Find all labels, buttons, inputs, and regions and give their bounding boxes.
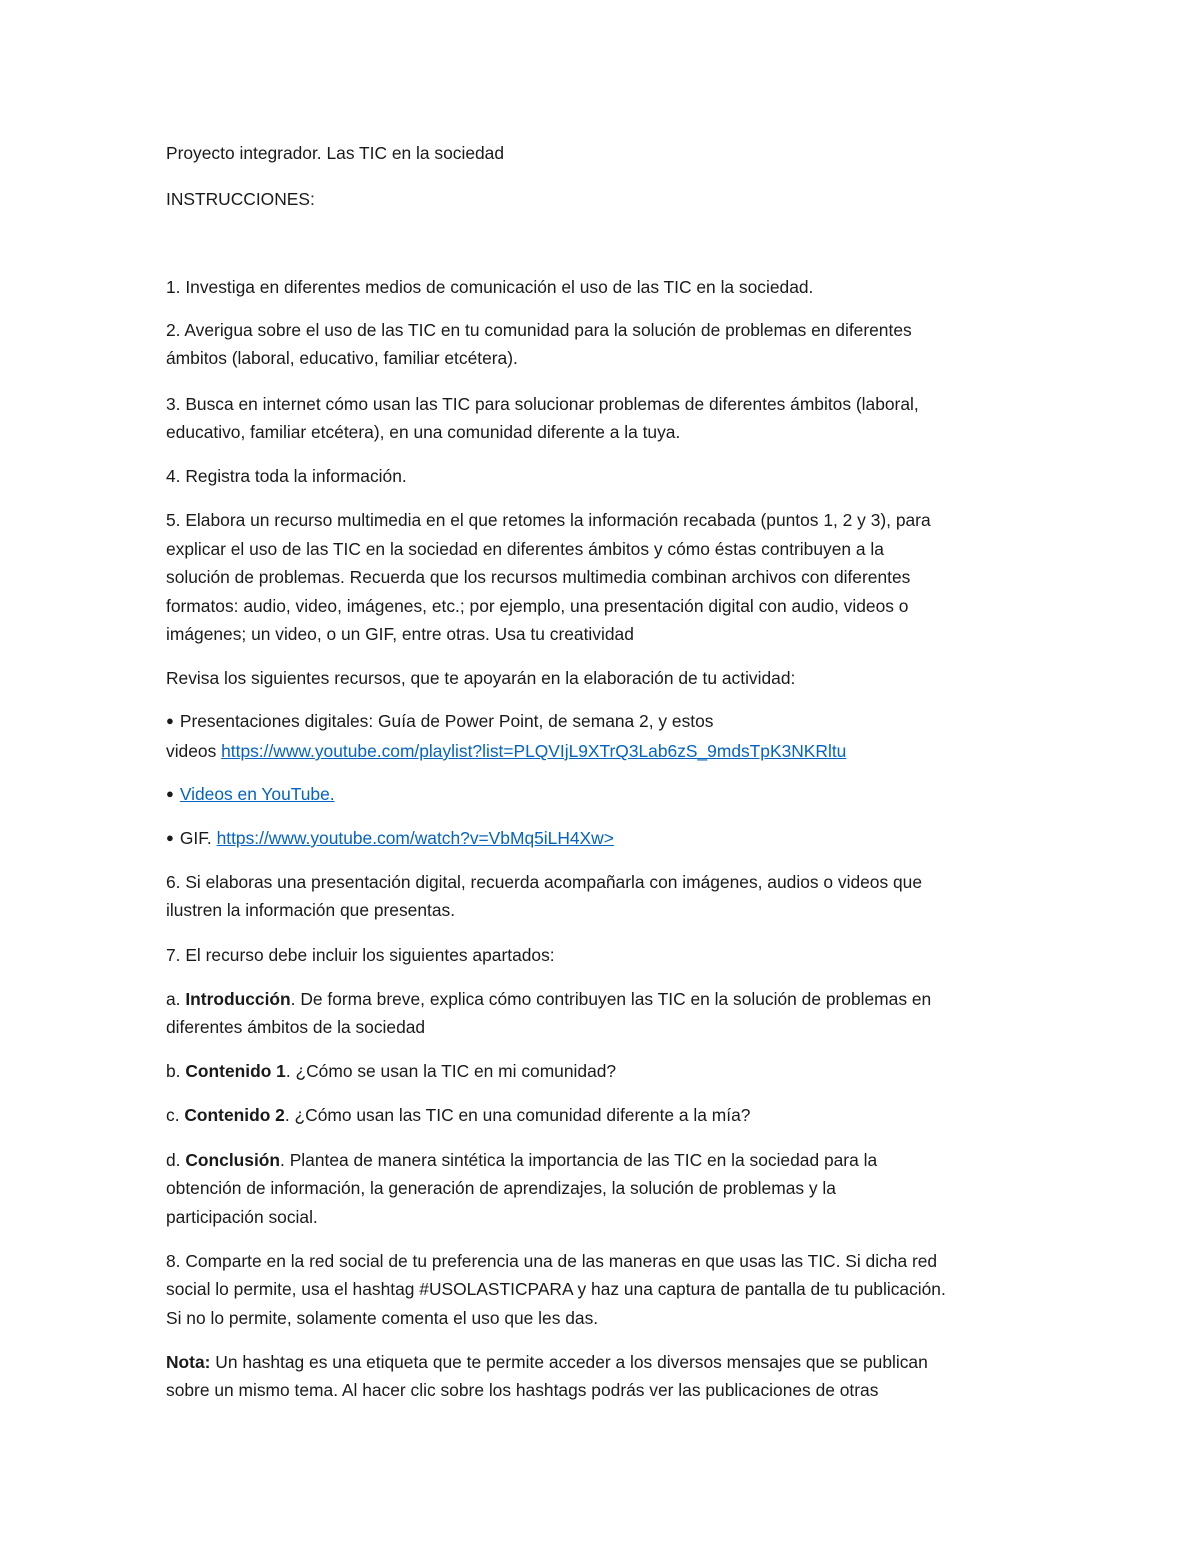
document-title: Proyecto integrador. Las TIC en la sociedad: [166, 143, 505, 163]
resource-item-1-prefix: videos: [166, 741, 222, 761]
section-d-line-3: participación social.: [166, 1207, 318, 1227]
section-b-text: . ¿Cómo se usan la TIC en mi comunidad?: [285, 1061, 617, 1081]
section-b-label: Contenido 1: [185, 1061, 286, 1081]
bullet-icon: ●: [166, 786, 174, 801]
section-d-label: Conclusión: [185, 1150, 281, 1170]
instruction-item-2-line-1: 2. Averigua sobre el uso de las TIC en tu comunidad para la solución de problemas en diferentes: [166, 320, 912, 340]
section-c: [166, 1104, 1046, 1126]
instruction-item-2-line-2: ámbitos (laboral, educativo, familiar etcétera).: [166, 348, 518, 368]
section-d-line-2: obtención de información, la generación de aprendizajes, la solución de problemas y la: [166, 1178, 836, 1198]
instruction-item-4: 4. Registra toda la información.: [166, 466, 407, 486]
instruction-item-3-line-2: educativo, familiar etcétera), en una comunidad diferente a la tuya.: [166, 422, 681, 442]
note-label: Nota:: [166, 1352, 211, 1372]
section-d-prefix: d.: [166, 1150, 186, 1170]
gif-link[interactable]: https://www.youtube.com/watch?v=VbMq5iLH4Xw>: [216, 828, 614, 848]
instruction-item-5-line-5: imágenes; un video, o un GIF, entre otras. Usa tu creatividad: [166, 624, 634, 644]
bullet-icon: ●: [166, 830, 174, 845]
resource-item-3-prefix: GIF.: [179, 828, 217, 848]
note-line-2: sobre un mismo tema. Al hacer clic sobre los hashtags podrás ver las publicaciones de otras: [166, 1380, 879, 1400]
section-a-line-1: [166, 988, 1046, 1010]
section-c-label: Contenido 2: [184, 1105, 285, 1125]
instruction-item-6-line-2: ilustren la información que presentas.: [166, 900, 456, 920]
instruction-item-3-line-1: 3. Busca en internet cómo usan las TIC para solucionar problemas de diferentes ámbitos (laboral,: [166, 394, 919, 414]
instruction-item-6-line-1: 6. Si elaboras una presentación digital, recuerda acompañarla con imágenes, audios o videos que: [166, 872, 923, 892]
section-b-prefix: b.: [166, 1061, 186, 1081]
instruction-item-5-line-4: formatos: audio, video, imágenes, etc.; por ejemplo, una presentación digital con audio, videos o: [166, 596, 909, 616]
instruction-item-7: 7. El recurso debe incluir los siguientes apartados:: [166, 945, 555, 965]
resource-item-3: [166, 827, 1046, 851]
section-d-text: . Plantea de manera sintética la importancia de las TIC en la sociedad para la: [280, 1150, 878, 1170]
section-c-prefix: c.: [166, 1105, 185, 1125]
playlist-link[interactable]: https://www.youtube.com/playlist?list=PLQVIjL9XTrQ3Lab6zS_9mdsTpK3NKRltu: [221, 741, 847, 761]
section-a-text: . De forma breve, explica cómo contribuyen las TIC en la solución de problemas en: [290, 989, 932, 1009]
instruction-item-5-line-2: explicar el uso de las TIC en la sociedad en diferentes ámbitos y cómo éstas contribuyen a la: [166, 539, 884, 559]
section-b: [166, 1060, 1046, 1082]
section-a-label: Introducción: [185, 989, 291, 1009]
resource-item-1-text: Presentaciones digitales: Guía de Power Point, de semana 2, y estos: [179, 711, 714, 731]
bullet-icon: ●: [166, 713, 174, 728]
instruction-item-5-line-3: solución de problemas. Recuerda que los recursos multimedia combinan archivos con diferentes: [166, 567, 911, 587]
section-d-line-1: [166, 1149, 1046, 1171]
instruction-item-8-line-1: 8. Comparte en la red social de tu preferencia una de las maneras en que usas las TIC. Si dicha red: [166, 1251, 938, 1271]
youtube-videos-link[interactable]: Videos en YouTube.: [179, 784, 335, 804]
resource-item-1-line-2: [166, 740, 1046, 762]
resource-item-2: [166, 783, 1046, 807]
section-a-line-2: diferentes ámbitos de la sociedad: [166, 1017, 426, 1037]
instruction-item-1: 1. Investiga en diferentes medios de comunicación el uso de las TIC en la sociedad.: [166, 277, 814, 297]
section-c-text: . ¿Cómo usan las TIC en una comunidad diferente a la mía?: [284, 1105, 751, 1125]
resources-intro: Revisa los siguientes recursos, que te apoyarán en la elaboración de tu actividad:: [166, 668, 796, 688]
resource-item-1-line-1: [166, 710, 1046, 734]
instruction-item-8-line-2: social lo permite, usa el hashtag #USOLASTICPARA y haz una captura de pantalla de tu publicación.: [166, 1279, 946, 1299]
note-text: Un hashtag es una etiqueta que te permite acceder a los diversos mensajes que se publican: [210, 1352, 928, 1372]
instruction-item-8-line-3: Si no lo permite, solamente comenta el uso que les das.: [166, 1308, 599, 1328]
section-a-prefix: a.: [166, 989, 186, 1009]
instruction-item-5-line-1: 5. Elabora un recurso multimedia en el que retomes la información recabada (puntos 1, 2 y 3), para: [166, 510, 931, 530]
instructions-heading: INSTRUCCIONES:: [166, 189, 315, 209]
note-line-1: [166, 1351, 1046, 1373]
